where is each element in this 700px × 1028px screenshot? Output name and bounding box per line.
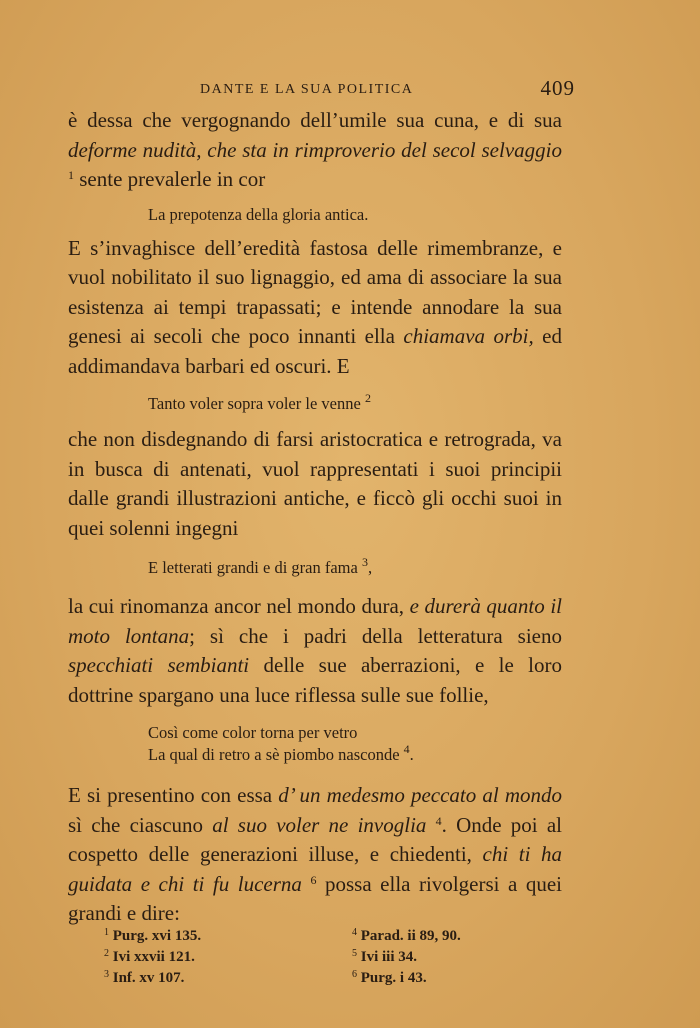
footnote: $^2$ Ivi xxvii 121. (104, 948, 195, 965)
paragraph-3: che non disdegnando di farsi aristocratica e retrograda, va in busca di antenati, vuol rappresentati i suoi principii dalle grandi illustrazioni antiche, e ficcò gli occhi suoi in quei solenni ingegni (68, 427, 562, 540)
paragraph-1: è dessa che vergognando dell’umile sua cuna, e di sua deforme nudità, che sta in rimproverio del secol selvaggio $^1$ sente prevalerle in cor (68, 108, 562, 191)
verse-quote-2: Tanto voler sopra voler le venne $^2$ (148, 391, 371, 413)
verse-quote-1: La prepotenza della gloria antica. (148, 204, 369, 224)
footnote: $^1$ Purg. xvi 135. (104, 927, 202, 944)
footnotes-left-column (104, 926, 201, 989)
verse-quote-3: E letterati grandi e di gran fama $^3$, (148, 555, 373, 577)
footnote-ref: 3 (361, 555, 368, 569)
footnote: $^6$ Purg. i 43. (352, 969, 427, 986)
footnote: $^4$ Parad. ii 89, 90. (352, 927, 461, 944)
footnote-ref: 2 (364, 391, 371, 405)
main-text (68, 106, 562, 929)
verse-line: Così come color torna per vetro (148, 723, 358, 742)
page-number: 409 (540, 76, 575, 100)
paragraph-4: la cui rinomanza ancor nel mondo dura, e durerà quanto il moto lontana; sì che i padri della letteratura sieno specchiati sembianti delle sue aberrazioni, e le loro dottrine spargano una luce riflessa sulle sue follie, (68, 594, 563, 707)
footnote-ref: 6 (310, 872, 317, 887)
paragraph-2: E s’invaghisce dell’eredità fastosa delle rimembranze, e vuol nobilitato il suo lignaggio, ed ama di associare la sua esistenza ai tempi trapassati; e intende annodare la sua genesi ai secoli che poco innanti ella chiamava orbi, ed addimandava barbari ed oscuri. E (68, 235, 563, 378)
italic-phrase: e durerà quanto il moto lontana (68, 594, 563, 648)
footnotes-right-column (352, 926, 461, 989)
verse-quote-4 (68, 722, 562, 766)
footnote-ref: 4 (403, 742, 410, 756)
italic-phrase: deforme nudità, che sta in rimproverio del secol selvaggio (68, 137, 562, 162)
verse-line: La qual di retro a sè piombo nasconde $^4$. (148, 742, 414, 764)
italic-phrase: chi ti ha guidata e chi ti fu lucerna (68, 842, 562, 896)
italic-phrase: al suo voler ne invoglia (212, 812, 427, 837)
footnote: $^5$ Ivi iii 34. (352, 948, 418, 965)
footnote-ref: 1 (68, 168, 74, 182)
italic-phrase: d’ un medesmo peccato al mondo (278, 783, 563, 807)
paragraph-5: E si presentino con essa d’ un medesmo peccato al mondo sì che ciascuno al suo voler ne invoglia $^4$. Onde poi al cospetto delle generazioni illuse, e chiedenti, chi ti ha guidata e chi ti fu lucerna $^6$ possa ella rivolgersi a quei grandi e dire: (68, 783, 563, 925)
italic-phrase: chiamava orbi, (403, 324, 534, 348)
footnote-ref: 4 (435, 813, 442, 828)
italic-phrase: specchiati sembianti (68, 653, 250, 677)
running-head: DANTE E LA SUA POLITICA (200, 82, 414, 97)
footnote: $^3$ Inf. xv 107. (104, 969, 185, 986)
